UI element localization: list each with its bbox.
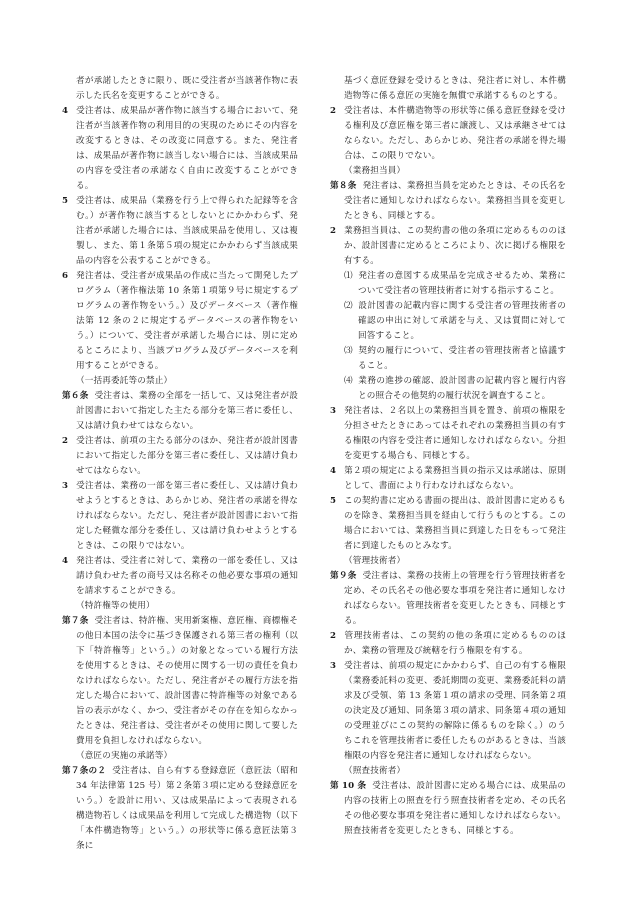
numbered-paragraph-text: 受注者は、業務の一部を第三者に委任し、又は請け負わせようとするときは、あらかじめ、発注者の承諾を得なければならない。ただし、発注者が設計図書において指定した軽微な部分を委任し、又は請け負わせようとするときは、この限りではない。	[76, 481, 298, 551]
article-number: 第７条の２	[62, 766, 107, 776]
article-number: 第９条	[330, 571, 357, 581]
numbered-paragraph-number: 4	[62, 556, 69, 566]
numbered-paragraph-number: 2	[330, 226, 337, 236]
article	[62, 389, 298, 434]
article	[330, 779, 566, 839]
article-caption: （意匠の実施の承諾等）	[76, 751, 173, 761]
article	[62, 764, 298, 854]
article-text: 受注者は、設計図書に定める場合には、成果品の内容の技術上の照査を行う照査技術者を定め、その氏名その他必要な事項を発注者に通知しなければならない。照査技術者を変更したときも、同様とする。	[344, 781, 566, 836]
article-number: 第７条	[62, 616, 89, 626]
right-column	[330, 74, 566, 839]
numbered-paragraph-text: 発注者は、受注者が成果品の作成に当たって開発したプログラム（著作権法第 10 条第１項第９号に規定するプログラムの著作物をいう。）及びデータベース（著作権法第 12 条の２に規定するデータベースの著作物をいう。）について、受注者が承諾した場合には、別に定めるところにより、当該プログラム及びデータベースを利用することができる。	[76, 271, 298, 371]
numbered-paragraph-text: 第２項の規定による業務担当員の指示又は承諾は、原則として、書面により行わなければならない。	[344, 466, 566, 491]
numbered-paragraph	[330, 464, 566, 494]
article-text: 発注者は、業務担当員を定めたときは、その氏名を受注者に通知しなければならない。業務担当員を変更したときも、同様とする。	[344, 181, 567, 221]
numbered-paragraph	[330, 224, 566, 269]
numbered-paragraph-text: 管理技術者は、この契約の他の条項に定めるもののほか、業務の管理及び統轄を行う権限を有する。	[344, 631, 566, 656]
list-item	[330, 344, 566, 374]
numbered-paragraph-text: 受注者は、前項の主たる部分のほか、発注者が設計図書において指定した部分を第三者に委任し、又は請け負わせてはならない。	[76, 436, 298, 476]
article-text: 受注者は、業務の技術上の管理を行う管理技術者を定め、その氏名その他必要な事項を発注者に通知しなければならない。管理技術者を変更したときも、同様とする。	[344, 571, 567, 626]
numbered-paragraph	[62, 104, 298, 194]
numbered-paragraph-text: 受注者は、成果品（業務を行う上で得られた記録等を含む。）が著作物に該当するとしないとにかかわらず、発注者が承諾した場合には、当該成果品を使用し、又は複製し、また、第１条第５項の規定にかかわらず当該成果品の内容を公表することができる。	[76, 196, 298, 266]
numbered-paragraph-number: 2	[330, 106, 337, 116]
list-item-text: 契約の履行について、受注者の管理技術者と協議すること。	[358, 346, 566, 371]
numbered-paragraph-number: 5	[330, 496, 337, 506]
article-number: 第 10 条	[330, 781, 367, 791]
list-item-number: ⑴	[344, 271, 353, 281]
numbered-paragraph	[62, 479, 298, 554]
numbered-paragraph-text: この契約書に定める書面の提出は、設計図書に定めるものを除き、業務担当員を経由して行うものとする。この場合においては、業務担当員に到達した日をもって発注者に到達したものとみなす。	[344, 496, 566, 551]
article-caption: （特許権等の使用）	[76, 601, 155, 611]
numbered-paragraph-text: 受注者は、成果品が著作物に該当する場合において、発注者が当該著作物の利用目的の実現のためにその内容を改変するときは、その改変に同意する。また、発注者は、成果品が著作物に該当しない場合には、当該成果品の内容を受注者の承諾なく自由に改変することができる。	[76, 106, 298, 191]
numbered-paragraph	[330, 104, 566, 164]
list-item-number: ⑷	[344, 376, 353, 386]
numbered-paragraph	[330, 659, 566, 764]
numbered-paragraph-text: 発注者は、２名以上の業務担当員を置き、前項の権限を分担させたときにあってはそれぞれの業務担当員の有する権限の内容を受注者に通知しなければならない。分担を変更する場合も、同様とする。	[344, 406, 566, 461]
article-caption: （管理技術者）	[344, 556, 406, 566]
paragraph-continuation: 者が承諾したときに限り、既に受注者が当該著作物に表示した氏名を変更することができる。	[76, 76, 298, 101]
article-number: 第８条	[330, 181, 357, 191]
list-item-text: 設計図書の記載内容に関する受注者の管理技術者の確認の申出に対して承諾を与え、又は質問に対して回答すること。	[358, 301, 566, 341]
list-item-text: 業務の進捗の確認、設計図書の記載内容と履行内容との照合その他契約の履行状況を調査すること。	[358, 376, 566, 401]
numbered-paragraph-number: 3	[62, 481, 69, 491]
article	[330, 569, 566, 629]
numbered-paragraph-text: 業務担当員は、この契約書の他の条項に定めるもののほか、設計図書に定めるところにより、次に掲げる権限を有する。	[344, 226, 566, 266]
numbered-paragraph-number: 3	[330, 661, 337, 671]
numbered-paragraph	[62, 194, 298, 269]
numbered-paragraph-number: 4	[62, 106, 69, 116]
article-number: 第６条	[62, 391, 89, 401]
numbered-paragraph-number: 2	[62, 436, 69, 446]
numbered-paragraph-text: 受注者は、本件構造物等の形状等に係る意匠登録を受ける権利及び意匠権を第三者に譲渡し、又は承継させてはならない。ただし、あらかじめ、発注者の承諾を得た場合は、この限りでない。	[344, 106, 566, 161]
article-text: 受注者は、業務の全部を一括して、又は発注者が設計図書において指定した主たる部分を第三者に委任し、又は請け負わせてはならない。	[76, 391, 299, 431]
list-item-text: 発注者の意図する成果品を完成させるため、業務について受注者の管理技術者に対する指示すること。	[358, 271, 566, 296]
article-text: 受注者は、特許権、実用新案権、意匠権、商標権その他日本国の法令に基づき保護される第三者の権利（以下「特許権等」という。）の対象となっている履行方法を使用するときは、その使用に関する一切の責任を負わなければならない。ただし、発注者がその履行方法を指定した場合において、設計図書に特許権等の対象である旨の表示がなく、かつ、受注者がその存在を知らなかったときは、発注者は、受注者がその使用に関して要した費用を負担しなければならない。	[76, 616, 299, 746]
list-item	[330, 374, 566, 404]
numbered-paragraph	[62, 269, 298, 374]
article-text: 受注者は、自ら有する登録意匠（意匠法（昭和 34 年法律第 125 号）第２条第３項に定める登録意匠をいう。）を設計に用い、又は成果品によって表現される構造物若しくは成果品を利用して完成した構造物（以下「本件構造物等」という。）の形状等に係る意匠法第３条に	[76, 766, 298, 851]
left-column	[62, 74, 298, 854]
article-caption: （一括再委託等の禁止）	[76, 376, 173, 386]
numbered-paragraph-number: 6	[62, 271, 69, 281]
numbered-paragraph-number: 5	[62, 196, 69, 206]
list-item-number: ⑶	[344, 346, 353, 356]
numbered-paragraph	[62, 434, 298, 479]
numbered-paragraph-text: 受注者は、前項の規定にかかわらず、自己の有する権限（業務委託料の変更、委託期間の変更、業務委託料の請求及び受領、第 13 条第１項の請求の受理、同条第２項の決定及び通知、同条第３項の請求、同条第４項の通知の受理並びにこの契約の解除に係るものを除く。）のうちこれを管理技術者に委任したものがあるときは、当該権限の内容を発注者に通知しなければならない。	[344, 661, 566, 761]
list-item	[330, 299, 566, 344]
article-caption: （照査技術者）	[344, 766, 406, 776]
article	[62, 614, 298, 749]
numbered-paragraph-number: 3	[330, 406, 337, 416]
numbered-paragraph-text: 発注者は、受注者に対して、業務の一部を委任し、又は請け負わせた者の商号又は名称その他必要な事項の通知を請求することができる。	[76, 556, 298, 596]
numbered-paragraph	[330, 629, 566, 659]
numbered-paragraph	[330, 494, 566, 554]
list-item	[330, 269, 566, 299]
numbered-paragraph-number: 2	[330, 631, 337, 641]
numbered-paragraph	[330, 404, 566, 464]
article	[330, 179, 566, 224]
numbered-paragraph-number: 4	[330, 466, 337, 476]
list-item-number: ⑵	[344, 301, 353, 311]
paragraph-continuation: 基づく意匠登録を受けるときは、発注者に対し、本件構造物等に係る意匠の実施を無償で承諾するものとする。	[344, 76, 566, 101]
numbered-paragraph	[62, 554, 298, 599]
article-caption: （業務担当員）	[344, 166, 406, 176]
